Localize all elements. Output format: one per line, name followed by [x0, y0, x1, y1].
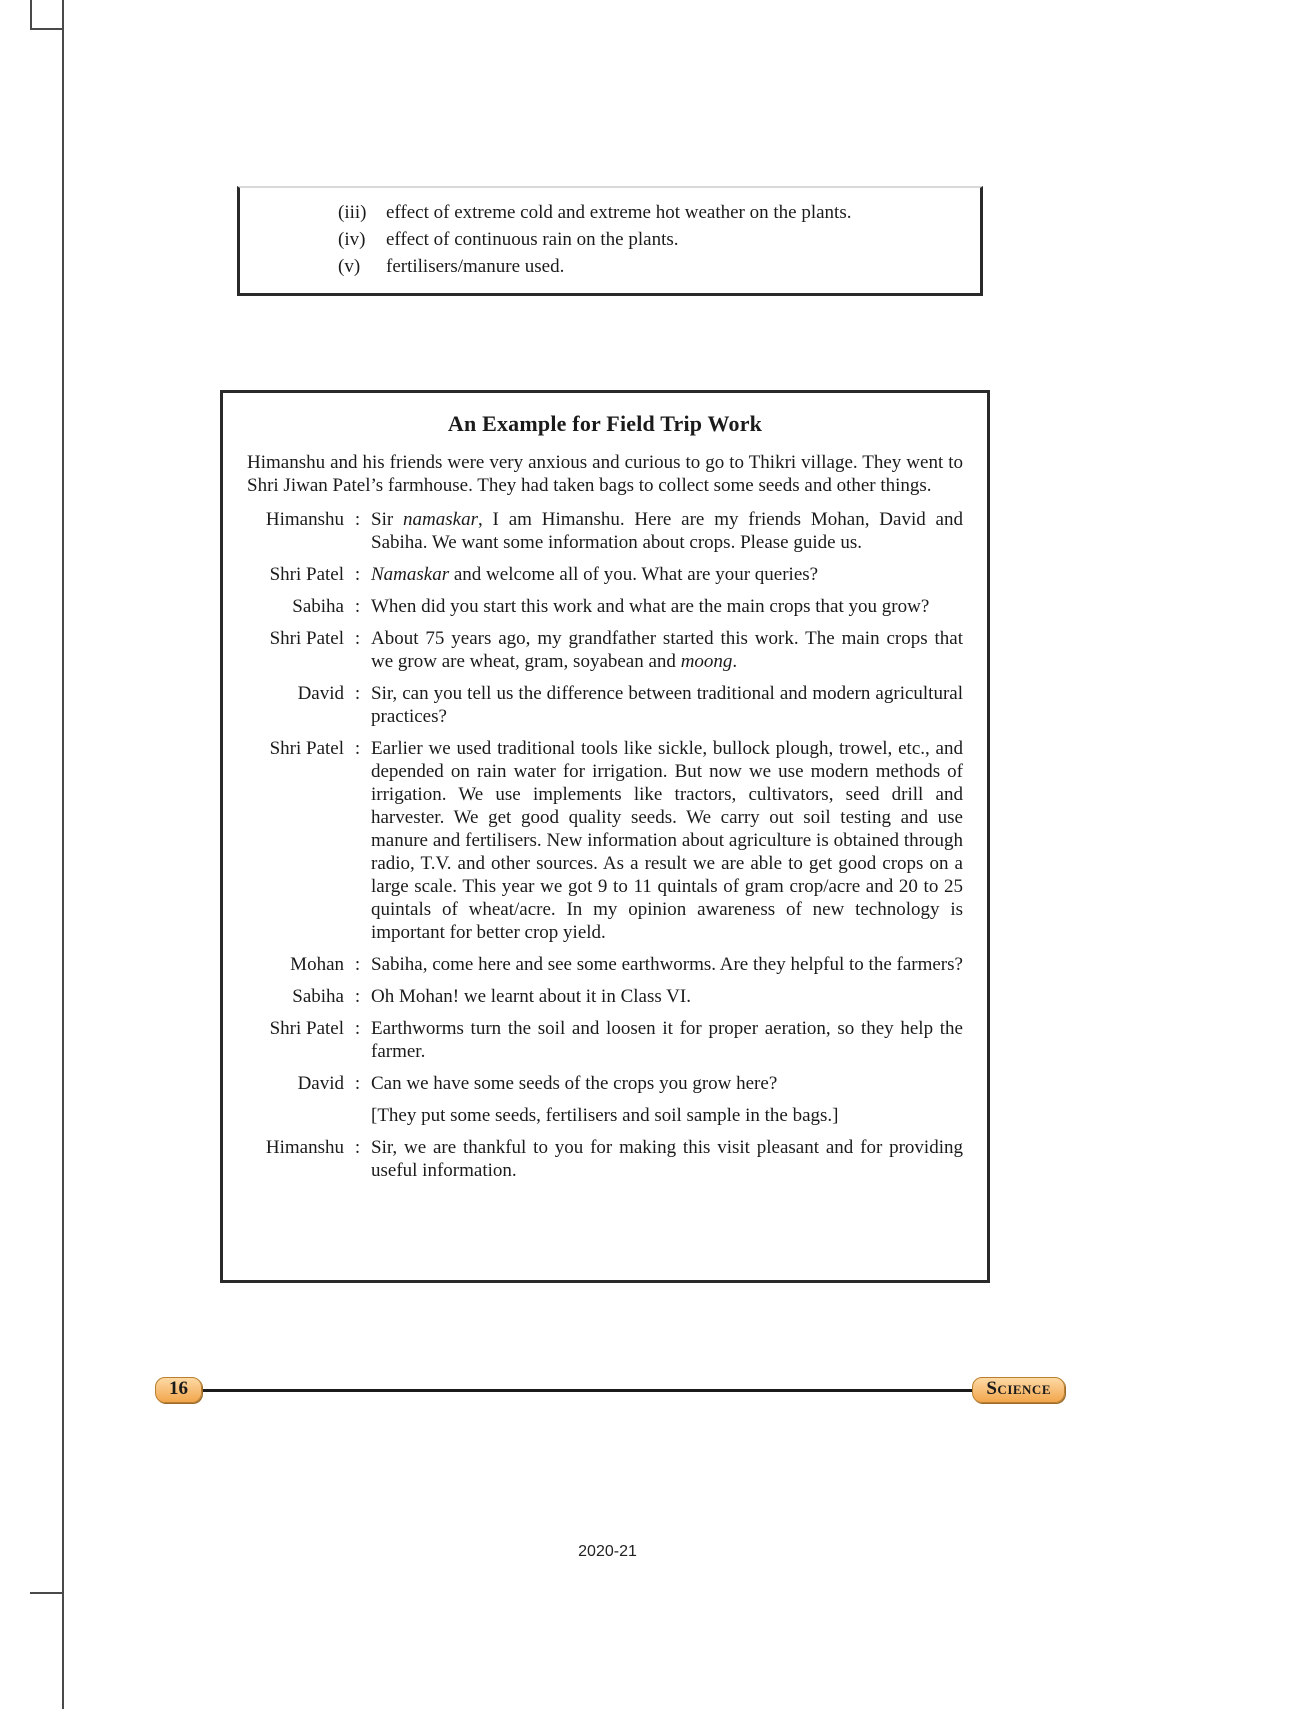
field-trip-box [220, 390, 990, 1283]
dialogue-text: Sir, can you tell us the difference between traditional and modern agricultural practices? [371, 683, 963, 727]
dialogue-text: Sir, we are thankful to you for making this visit pleasant and for providing useful information. [371, 1137, 963, 1181]
dialogue-colon: : [354, 1073, 361, 1094]
dialogue-row [247, 953, 963, 976]
crop-mark-bottom-left [30, 1592, 64, 1594]
dialogue-speaker: Shri Patel [269, 628, 344, 649]
checklist-item-text: effect of continuous rain on the plants. [386, 229, 679, 250]
dialogue-row [247, 682, 963, 728]
dialogue-colon: : [354, 596, 361, 617]
dialogue-list [247, 508, 963, 1182]
dialogue-row [247, 985, 963, 1008]
dialogue-row [247, 737, 963, 944]
dialogue-text: About 75 years ago, my grandfather started this work. The main crops that we grow are wheat, gram, soyabean and moong. [371, 628, 963, 672]
dialogue-colon: : [354, 986, 361, 1007]
dialogue-row [247, 1104, 963, 1127]
dialogue-colon: : [354, 738, 361, 759]
dialogue-text: Can we have some seeds of the crops you grow here? [371, 1073, 778, 1094]
dialogue-colon: : [354, 1137, 361, 1158]
dialogue-row [247, 1017, 963, 1063]
footer-rule [194, 1389, 980, 1392]
dialogue-colon: : [354, 509, 361, 530]
dialogue-colon: : [354, 564, 361, 585]
dialogue-text: Earthworms turn the soil and loosen it for proper aeration, so they help the farmer. [371, 1018, 963, 1062]
year-line: 2020-21 [578, 1543, 637, 1560]
dialogue-speaker: Shri Patel [269, 1018, 344, 1039]
dialogue-colon: : [354, 1018, 361, 1039]
page-left-rule [62, 0, 64, 1709]
dialogue-speaker [247, 1104, 344, 1127]
dialogue-text: Oh Mohan! we learnt about it in Class VI. [371, 986, 691, 1007]
dialogue-row [247, 627, 963, 673]
page-footer [155, 1377, 1065, 1403]
page-number-badge: 16 [155, 1377, 202, 1403]
dialogue-speaker: Sabiha [292, 596, 344, 617]
crop-mark-top-left [30, 0, 64, 30]
dialogue-speaker: Sabiha [292, 986, 344, 1007]
dialogue-row [247, 1136, 963, 1182]
dialogue-speaker: Mohan [290, 954, 344, 975]
dialogue-text: Sir namaskar, I am Himanshu. Here are my friends Mohan, David and Sabiha. We want some information about crops. Please guide us. [371, 509, 963, 553]
checklist-item [240, 226, 980, 253]
dialogue-colon [344, 1104, 371, 1127]
field-trip-title: An Example for Field Trip Work [447, 411, 763, 436]
checklist-item [240, 253, 980, 280]
checklist-item [240, 199, 980, 226]
dialogue-row [247, 1072, 963, 1095]
dialogue-text: Sabiha, come here and see some earthworms. Are they helpful to the farmers? [371, 954, 963, 975]
dialogue-row [247, 595, 963, 618]
section-badge: Science [972, 1377, 1065, 1403]
checklist-item-label: (iv) [338, 229, 366, 250]
checklist-item-label: (v) [338, 256, 361, 277]
dialogue-colon: : [354, 683, 361, 704]
dialogue-text: Namaskar and welcome all of you. What are your queries? [371, 564, 819, 585]
checklist-item-label: (iii) [338, 202, 367, 223]
checklist-item-text: effect of extreme cold and extreme hot weather on the plants. [386, 202, 852, 223]
dialogue-row [247, 563, 963, 586]
checklist-item-text: fertilisers/manure used. [386, 256, 565, 277]
dialogue-speaker: Himanshu [265, 509, 344, 530]
dialogue-colon: : [354, 954, 361, 975]
dialogue-colon: : [354, 628, 361, 649]
dialogue-speaker: David [297, 1073, 344, 1094]
dialogue-row [247, 508, 963, 554]
dialogue-speaker: Shri Patel [269, 564, 344, 585]
dialogue-speaker: Himanshu [265, 1137, 344, 1158]
dialogue-text: Earlier we used traditional tools like sickle, bullock plough, trowel, etc., and depended on rain water for irrigation. But now we use modern methods of irrigation. We use implements like tractors, cultivators, seed drill and harvester. We get good quality seeds. We carry out soil testing and use manure and fertilisers. New information about agriculture is obtained through radio, T.V. and other sources. As a result we are able to get good crops on a large scale. This year we got 9 to 11 quintals of gram crop/acre and 20 to 25 quintals of wheat/acre. In my opinion awareness of new technology is important for better crop yield. [371, 738, 963, 943]
field-trip-intro: Himanshu and his friends were very anxious and curious to go to Thikri village. They went to Shri Jiwan Patel’s farmhouse. They had taken bags to collect some seeds and other things. [247, 452, 963, 496]
dialogue-text: When did you start this work and what are the main crops that you grow? [371, 596, 930, 617]
dialogue-text: [They put some seeds, fertilisers and soil sample in the bags.] [371, 1105, 839, 1126]
dialogue-speaker: Shri Patel [269, 738, 344, 759]
dialogue-speaker: David [297, 683, 344, 704]
checklist-box [237, 186, 983, 296]
